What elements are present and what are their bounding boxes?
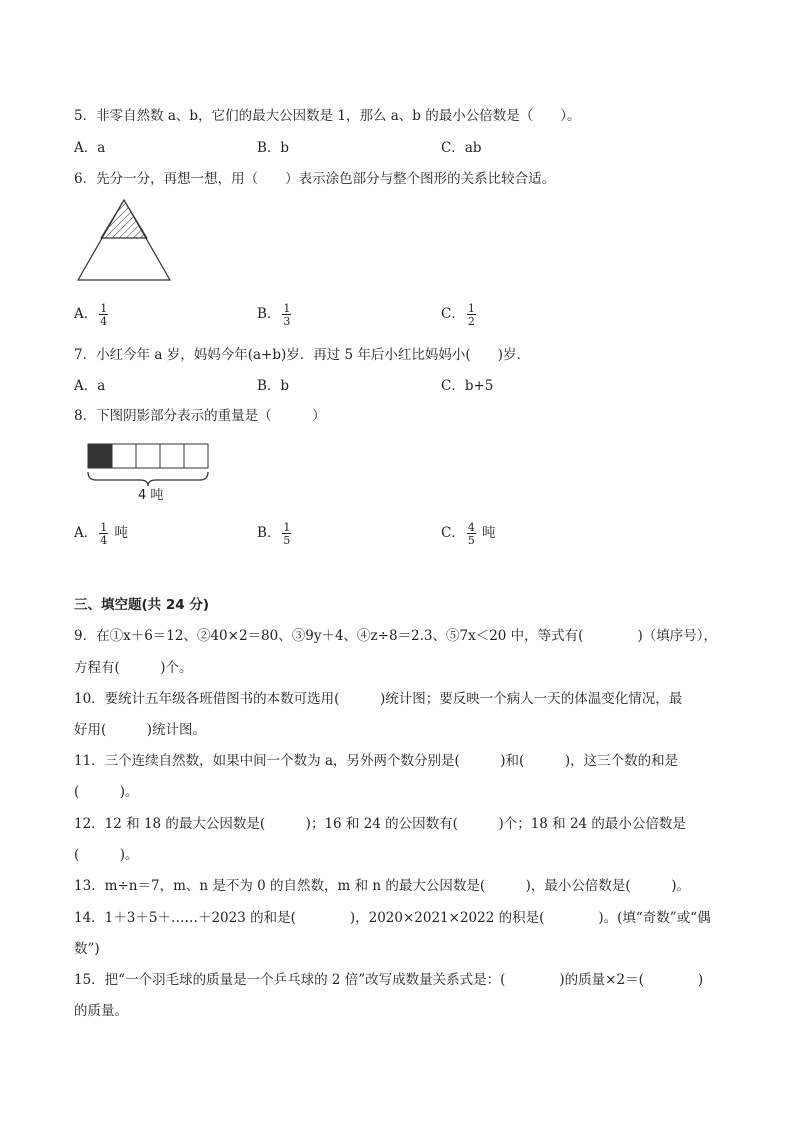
- question-11-line-1: 11．三个连续自然数，如果中间一个数为 a，另外两个数分别是( )和( )，这三个数的和是: [74, 753, 679, 769]
- question-14-line-1: 14．1＋3＋5＋……＋2023 的和是( )，2020×2021×2022 的积是( )。(填“奇数”或“偶: [74, 910, 711, 926]
- bar-cell: [160, 444, 184, 468]
- question-10-line-2: 好用( )统计图。: [74, 722, 207, 738]
- fraction: $\frac{1}{5}$: [283, 520, 291, 547]
- q6-option-c[interactable]: C． $\frac{1}{2}$: [441, 301, 475, 328]
- question-9-line-2: 方程有( )个。: [74, 660, 193, 676]
- fraction: $\frac{1}{4}$: [100, 520, 108, 547]
- question-7-text: 7．小红今年 a 岁，妈妈今年(a+b)岁．再过 5 年后小红比妈妈小( )岁．: [74, 347, 530, 363]
- triangle-figure: [76, 196, 174, 282]
- question-12-line-1: 12．12 和 18 的最大公因数是( )；16 和 24 的公因数有( )个；18 和 24 的最小公倍数是: [74, 816, 686, 832]
- fraction: $\frac{1}{2}$: [467, 301, 475, 328]
- q8-option-a[interactable]: A． $\frac{1}{4}$ 吨: [74, 520, 129, 547]
- weight-bar-figure: [86, 438, 216, 504]
- shaded-cell: [88, 444, 112, 468]
- q6-option-b[interactable]: B． $\frac{1}{3}$: [257, 301, 291, 328]
- q7-option-c[interactable]: C．b+5: [441, 378, 494, 394]
- question-12-line-2: ( )。: [74, 847, 139, 863]
- q5-option-b[interactable]: B．b: [257, 140, 290, 156]
- bar-cell: [184, 444, 208, 468]
- fraction: $\frac{1}{4}$: [100, 301, 108, 328]
- question-13-line-1: 13．m÷n＝7，m、n 是不为 0 的自然数，m 和 n 的最大公因数是( )，最小公倍数是( )。: [74, 878, 690, 894]
- fraction: $\frac{1}{3}$: [283, 301, 291, 328]
- question-9-line-1: 9．在①x＋6＝12、②40×2＝80、③9y＋4、④z÷8＝2.3、⑤7x＜20 中，等式有( )（填序号），: [74, 628, 717, 644]
- question-8-text: 8．下图阴影部分表示的重量是（ ）: [74, 408, 326, 424]
- brace-label: 4 吨: [138, 488, 164, 503]
- q8-option-c[interactable]: C． $\frac{4}{5}$ 吨: [441, 520, 496, 547]
- q7-option-a[interactable]: A．a: [74, 378, 106, 394]
- q8-option-b[interactable]: B． $\frac{1}{5}$: [257, 520, 291, 547]
- question-11-line-2: ( )。: [74, 784, 139, 800]
- triangle-shaded-part: [101, 200, 147, 238]
- q7-option-b[interactable]: B．b: [257, 378, 290, 394]
- bar-cell: [136, 444, 160, 468]
- question-15-line-2: 的质量。: [74, 1003, 128, 1019]
- bar-cell: [112, 444, 136, 468]
- section-title: 三、填空题(共 24 分): [74, 597, 210, 613]
- fraction: $\frac{4}{5}$: [467, 520, 475, 547]
- q5-option-c[interactable]: C．ab: [441, 140, 482, 156]
- question-6-text: 6．先分一分，再想一想，用（ ）表示涂色部分与整个图形的关系比较合适。: [74, 171, 556, 187]
- brace: [88, 472, 208, 486]
- question-14-line-2: 数”): [74, 941, 100, 957]
- q5-option-a[interactable]: A．a: [74, 140, 106, 156]
- question-15-line-1: 15．把“一个羽毛球的质量是一个乒乓球的 2 倍”改写成数量关系式是：( )的质量×2＝( ): [74, 972, 704, 988]
- q6-option-a[interactable]: A． $\frac{1}{4}$: [74, 301, 108, 328]
- question-10-line-1: 10．要统计五年级各班借图书的本数可选用( )统计图；要反映一个病人一天的体温变化情况，最: [74, 691, 683, 707]
- question-5-text: 5．非零自然数 a、b，它们的最大公因数是 1，那么 a、b 的最小公倍数是（ ）。: [74, 108, 581, 124]
